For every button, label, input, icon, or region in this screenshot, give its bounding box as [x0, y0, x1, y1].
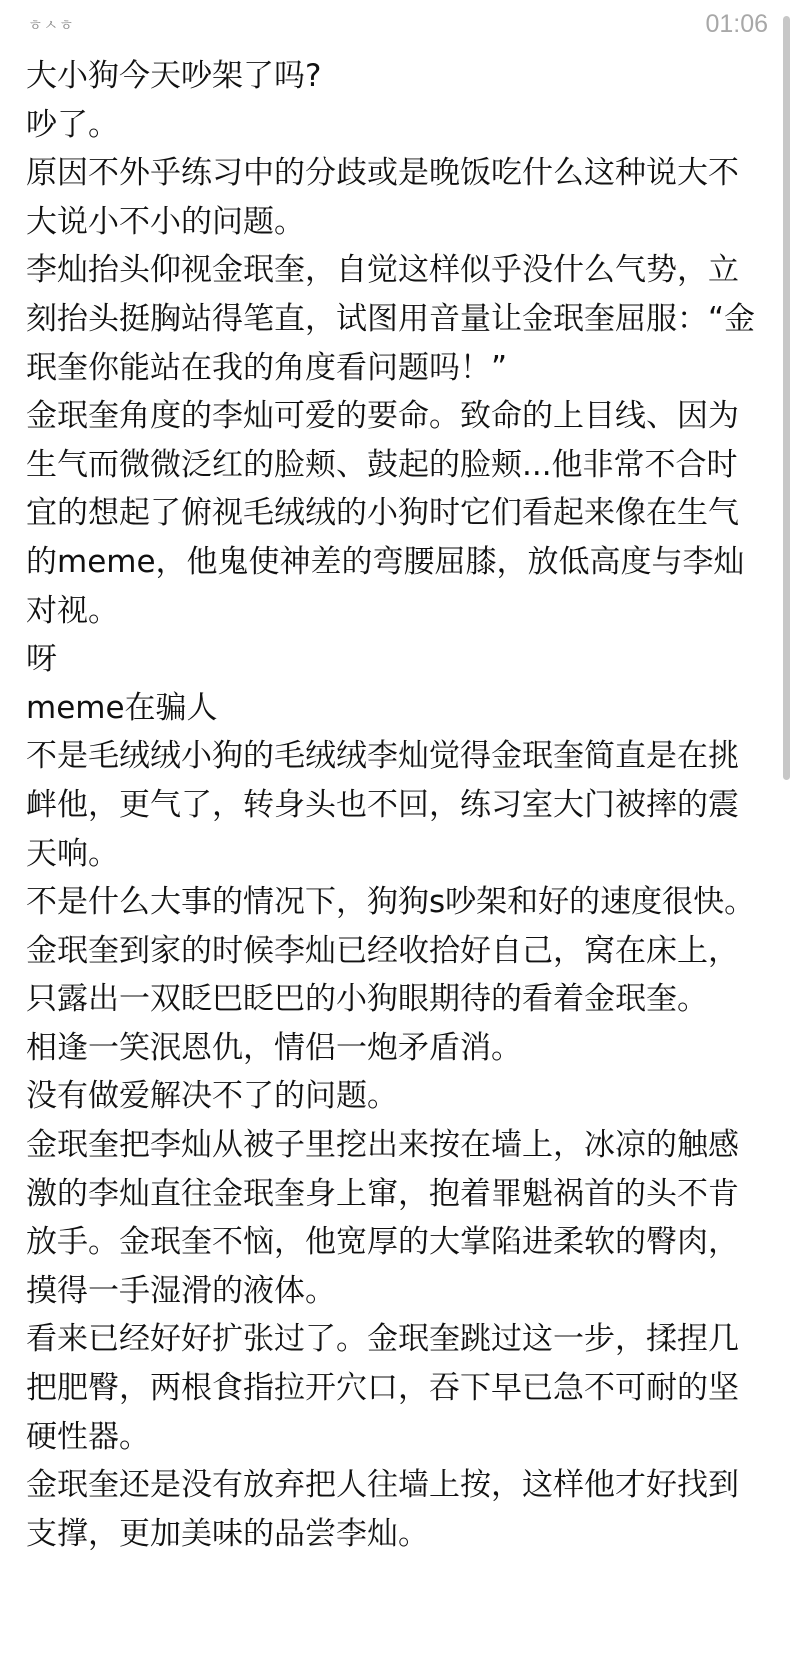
paragraph: 金珉奎角度的李灿可爱的要命。致命的上目线、因为生气而微微泛红的脸颊、鼓起的脸颊...他非常不合时宜的想起了俯视毛绒绒的小狗时它们看起来像在生气的meme，他鬼使神差的弯腰屈膝，放低高度与李灿对视。 [26, 398, 745, 629]
note-body[interactable] [26, 52, 766, 1558]
status-left-text: ㅎㅅㅎ [28, 16, 75, 34]
paragraph: 李灿抬头仰视金珉奎，自觉这样似乎没什么气势，立刻抬头挺胸站得笔直，试图用音量让金珉奎屈服：“金珉奎你能站在我的角度看问题吗！” [26, 252, 756, 386]
paragraph: 没有做爱解决不了的问题。 [26, 1078, 398, 1115]
paragraph: meme在骗人 [26, 689, 218, 726]
paragraph: 金珉奎到家的时候李灿已经收拾好自己，窝在床上，只露出一双眨巴眨巴的小狗眼期待的看着金珉奎。 [26, 932, 739, 1018]
paragraph: 吵了。 [26, 106, 119, 143]
paragraph: 看来已经好好扩张过了。金珉奎跳过这一步，揉捏几把肥臀，两根食指拉开穴口，吞下早已急不可耐的坚硬性器。 [26, 1321, 739, 1455]
scrollbar[interactable] [783, 16, 790, 780]
paragraph: 不是什么大事的情况下，狗狗s吵架和好的速度很快。 [26, 884, 756, 921]
paragraph: 大小狗今天吵架了吗? [26, 58, 322, 94]
paragraph: 金珉奎把李灿从被子里挖出来按在墙上，冰凉的触感激的李灿直往金珉奎身上窜，抱着罪魁祸首的头不肯放手。金珉奎不恼，他宽厚的大掌陷进柔软的臀肉，摸得一手湿滑的液体。 [26, 1127, 739, 1309]
status-bar [0, 0, 800, 52]
paragraph: 金珉奎还是没有放弃把人往墙上按，这样他才好找到支撑，更加美味的品尝李灿。 [26, 1467, 739, 1552]
paragraph: 相逢一笑泯恩仇，情侣一炮矛盾消。 [26, 1029, 522, 1066]
paragraph: 不是毛绒绒小狗的毛绒绒李灿觉得金珉奎简直是在挑衅他，更气了，转身头也不回，练习室大门被摔的震天响。 [26, 738, 739, 872]
status-time: 01:06 [705, 10, 768, 38]
paragraph: 呀 [26, 641, 57, 678]
paragraph: 原因不外乎练习中的分歧或是晚饭吃什么这种说大不大说小不小的问题。 [26, 155, 739, 240]
